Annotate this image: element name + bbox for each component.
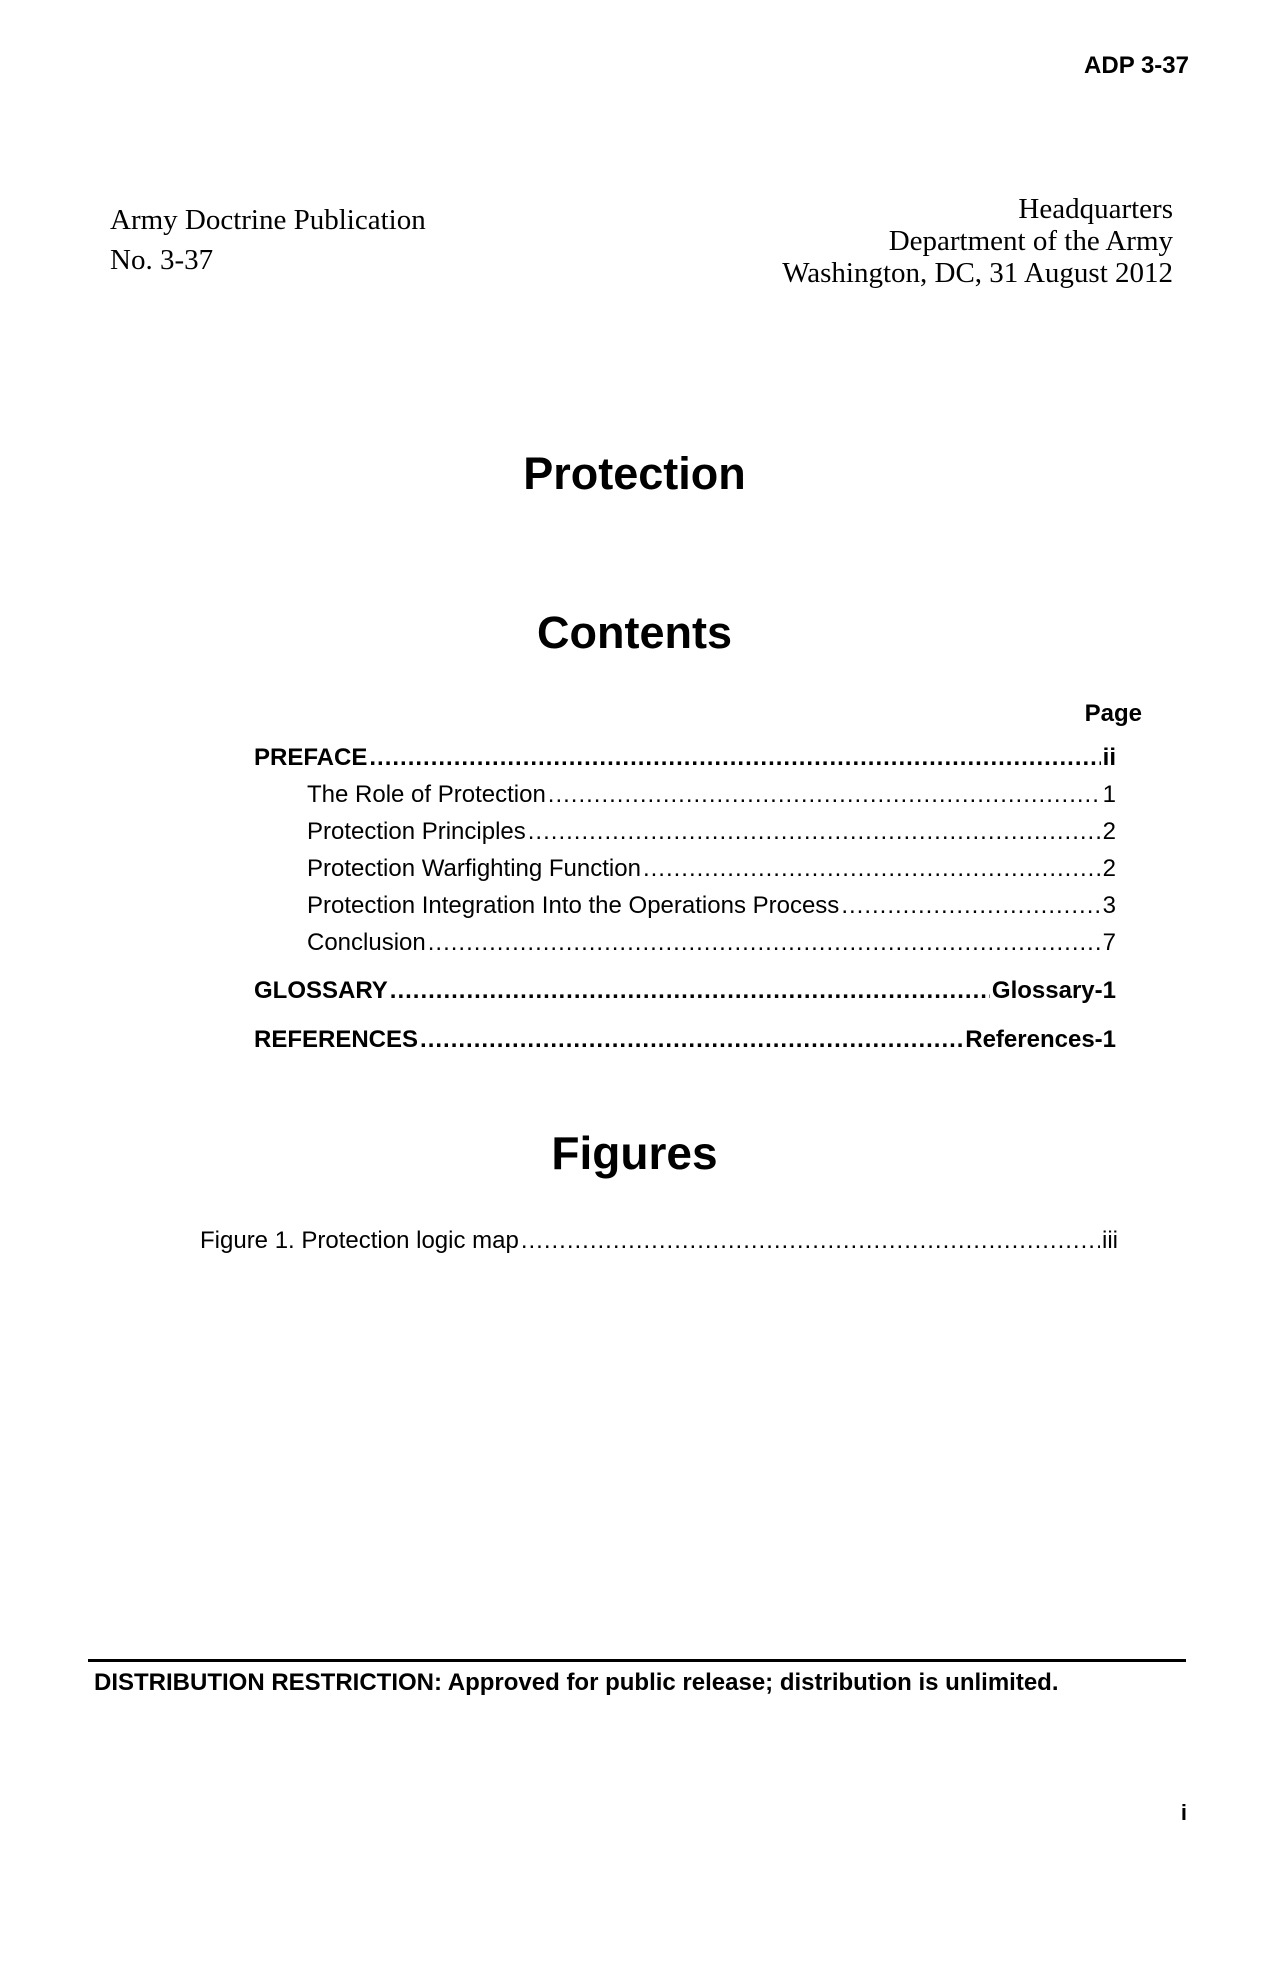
- toc-leader: [521, 1227, 1100, 1255]
- toc-leader: [428, 929, 1101, 957]
- page-number: i: [1180, 1800, 1187, 1825]
- toc-leader: [528, 818, 1101, 846]
- document-code: ADP 3-37: [1084, 52, 1189, 79]
- publication-info: [110, 200, 426, 280]
- location-date-line: Washington, DC, 31 August 2012: [782, 257, 1173, 289]
- toc-leader: [841, 892, 1100, 920]
- figure-entry-page: iii: [1102, 1227, 1118, 1254]
- figures-heading: Figures: [551, 1127, 718, 1179]
- contents-heading: Contents: [537, 607, 732, 658]
- toc-entry-role-of-protection[interactable]: [307, 781, 1116, 809]
- toc-entry-label: PREFACE: [254, 744, 368, 771]
- toc-entry-label: The Role of Protection: [307, 781, 546, 808]
- toc-entry-glossary[interactable]: [254, 977, 1116, 1005]
- toc-entry-label: Protection Warfighting Function: [307, 855, 641, 882]
- footer-divider: [88, 1659, 1186, 1662]
- toc-leader: [390, 977, 990, 1005]
- toc-entry-label: REFERENCES: [254, 1026, 419, 1053]
- toc-entry-warfighting-function[interactable]: [307, 855, 1116, 883]
- toc-leader: [420, 1026, 963, 1054]
- toc-leader: [369, 744, 1100, 772]
- toc-entry-references[interactable]: [254, 1026, 1116, 1054]
- toc-entry-label: Protection Principles: [307, 818, 526, 845]
- department-line: Department of the Army: [888, 225, 1173, 257]
- page-title: Protection: [523, 448, 746, 499]
- page-column-label: Page: [1084, 700, 1142, 727]
- toc-entry-label: Protection Integration Into the Operations Process: [307, 892, 840, 919]
- toc-entry-label: Conclusion: [307, 929, 426, 956]
- publication-number: No. 3-37: [110, 244, 214, 276]
- toc-leader: [548, 781, 1101, 809]
- issuing-office: [782, 193, 1173, 289]
- toc-entry-page: 1: [1102, 781, 1116, 808]
- figure-entry[interactable]: [200, 1227, 1118, 1255]
- toc-entry-page: ii: [1102, 744, 1116, 771]
- headquarters-line: Headquarters: [1018, 193, 1173, 225]
- toc-entry-page: 3: [1102, 892, 1116, 919]
- toc-leader: [643, 855, 1101, 883]
- toc-entry-page: 2: [1102, 818, 1116, 845]
- toc-entry-operations-process[interactable]: [307, 892, 1116, 920]
- toc-entry-page: Glossary-1: [991, 977, 1116, 1004]
- toc-entry-protection-principles[interactable]: [307, 818, 1116, 846]
- distribution-restriction: DISTRIBUTION RESTRICTION: Approved for public release; distribution is unlimited.: [94, 1669, 1059, 1696]
- toc-entry-preface[interactable]: [254, 744, 1116, 772]
- toc-entry-label: GLOSSARY: [254, 977, 388, 1004]
- toc-entry-page: 7: [1102, 929, 1116, 956]
- toc-entry-page: References-1: [965, 1026, 1116, 1053]
- toc-entry-conclusion[interactable]: [307, 929, 1116, 957]
- publication-type: Army Doctrine Publication: [110, 204, 426, 236]
- figure-entry-label: Figure 1. Protection logic map: [200, 1227, 519, 1254]
- toc-entry-page: 2: [1102, 855, 1116, 882]
